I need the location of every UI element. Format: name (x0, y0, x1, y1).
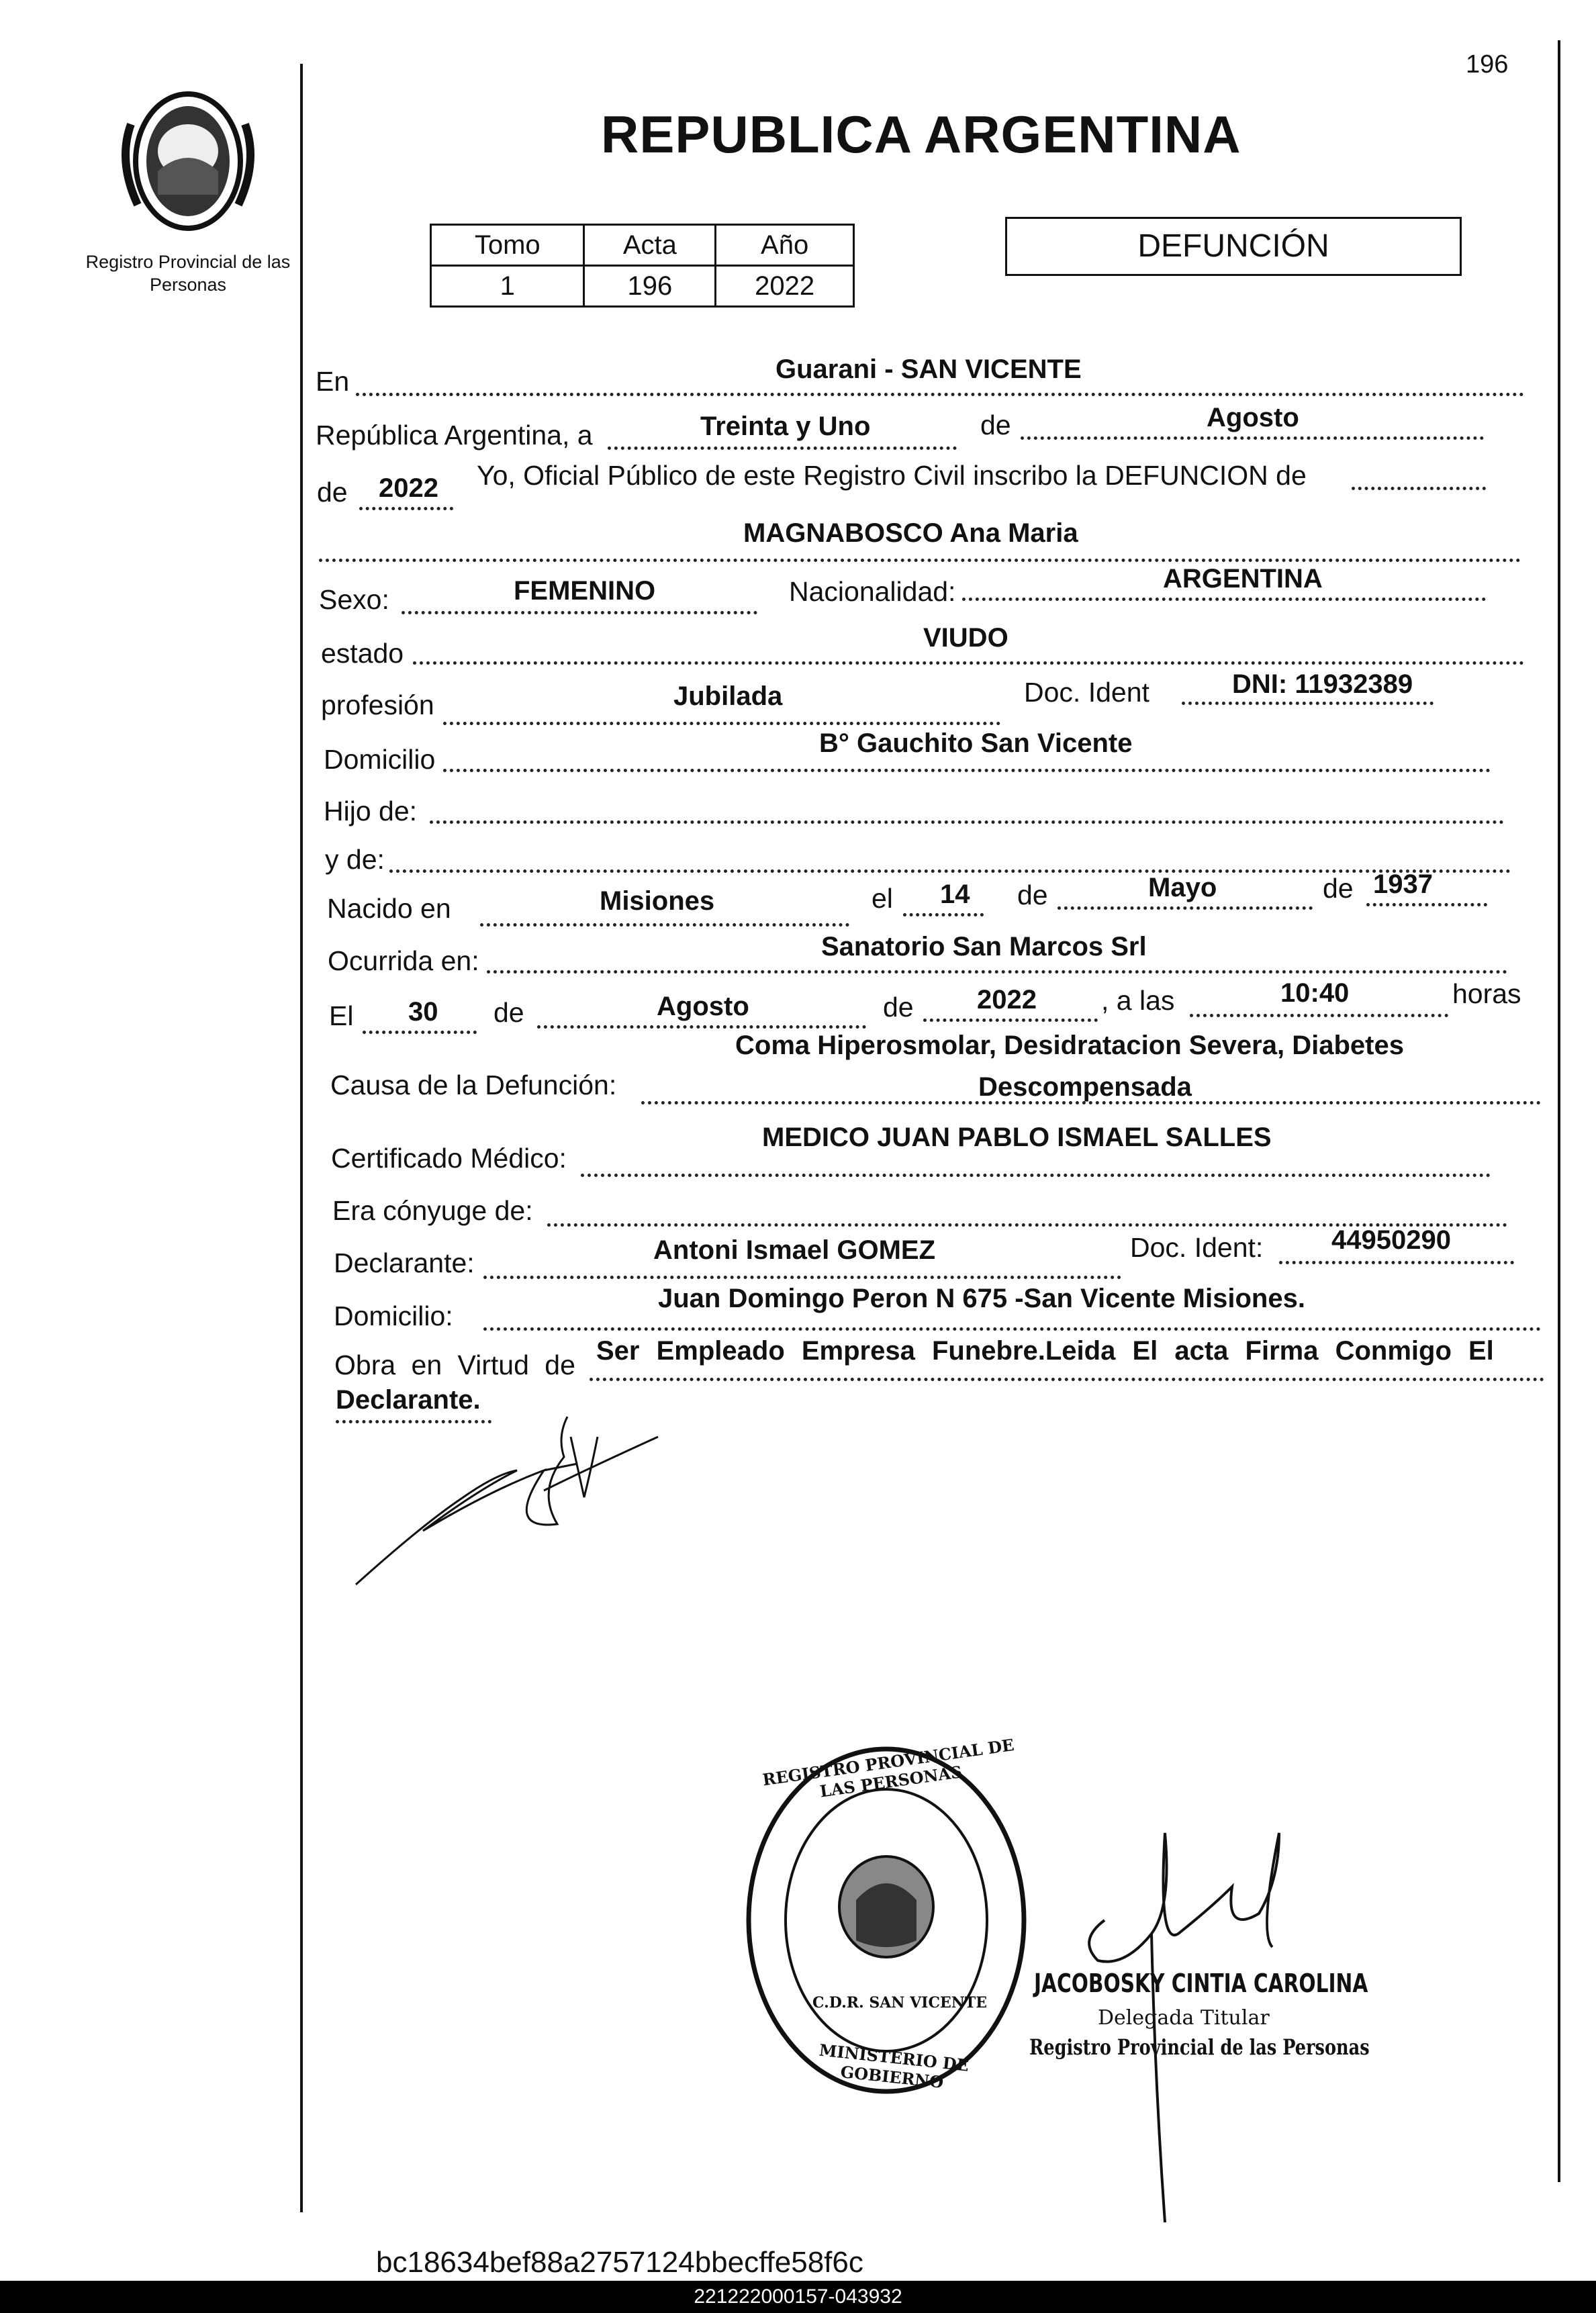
ocurrida-dotted-line (487, 970, 1507, 974)
def-hora-dotted-line (1190, 1014, 1448, 1017)
nacionalidad-dotted-line (962, 598, 1486, 601)
ocurrida-value: Sanatorio San Marcos Srl (821, 932, 1147, 961)
profesion-value: Jubilada (673, 681, 783, 711)
nacido-mes: Mayo (1148, 873, 1217, 902)
sexo-dotted-line (402, 611, 757, 614)
en-label: En (316, 366, 350, 397)
causa-line1: Coma Hiperosmolar, Desidratacion Severa, Diabetes (735, 1031, 1404, 1060)
el-label: el (872, 883, 893, 914)
profesion-label: profesión (321, 690, 434, 720)
domicilio-dotted-line (443, 769, 1491, 772)
def-hora: 10:40 (1280, 978, 1350, 1008)
official-name: JACOBOSKY CINTIA CAROLINA (1034, 1969, 1368, 1998)
table-cell-acta: 196 (584, 266, 716, 307)
domicilio-label: Domicilio (324, 744, 436, 775)
table-header-anio: Año (716, 225, 854, 266)
nacionalidad-label: Nacionalidad: (789, 576, 956, 607)
nacido-mes-dotted-line (1058, 906, 1313, 910)
declarante-value: Antoni Ismael GOMEZ (653, 1235, 936, 1265)
de-label-2: de (317, 477, 348, 508)
domicilio-value: B° Gauchito San Vicente (819, 728, 1133, 758)
doc-ident-label: Doc. Ident (1024, 677, 1149, 708)
obra-label: Obra en Virtud de (334, 1350, 575, 1380)
month-dotted-line (1021, 436, 1484, 440)
hijo-label: Hijo de: (324, 796, 418, 827)
en-value: Guarani - SAN VICENTE (776, 355, 1082, 384)
deceased-name: MAGNABOSCO Ana Maria (743, 518, 1078, 548)
inscribo-dotted-line (1352, 487, 1486, 490)
de-label-6: de (883, 992, 914, 1023)
domicilio2-value: Juan Domingo Peron N 675 -San Vicente Misiones. (658, 1284, 1305, 1313)
estado-value: VIUDO (923, 623, 1008, 653)
horas-label: horas (1452, 978, 1521, 1009)
nacionalidad-value: ARGENTINA (1163, 564, 1323, 594)
nacido-lugar-dotted-line (480, 923, 849, 927)
footer-bar (0, 2281, 1596, 2313)
de-label-4: de (1323, 873, 1354, 904)
de-label-1: de (980, 410, 1011, 440)
y-de-label: y de: (325, 844, 385, 875)
doc-ident2-value: 44950290 (1331, 1225, 1451, 1255)
certificado-label: Certificado Médico: (331, 1143, 567, 1174)
conyuge-label: Era cónyuge de: (332, 1195, 533, 1226)
seal-bottom-text: MINISTERIO DE GOBIERNO (818, 2040, 970, 2092)
day-words: Treinta y Uno (700, 412, 871, 441)
inscribo-text: Yo, Oficial Público de este Registro Civil inscribo la DEFUNCION de (477, 460, 1307, 491)
ocurrida-label: Ocurrida en: (328, 945, 479, 976)
obra-dotted-line (590, 1378, 1544, 1381)
estado-label: estado (321, 638, 404, 669)
left-margin-rule (300, 64, 303, 2212)
year-dotted-line (359, 507, 453, 510)
right-margin-rule (1558, 40, 1560, 2182)
declarante-dotted-line (483, 1276, 1121, 1279)
profesion-dotted-line (443, 722, 1000, 725)
table-cell-anio: 2022 (716, 266, 854, 307)
causa-label: Causa de la Defunción: (330, 1070, 617, 1100)
certificado-value: MEDICO JUAN PABLO ISMAEL SALLES (762, 1123, 1272, 1152)
hijo-dotted-line (430, 820, 1504, 824)
day-dotted-line (608, 446, 957, 450)
estado-dotted-line (413, 661, 1524, 665)
certificado-dotted-line (581, 1174, 1491, 1177)
record-table (430, 224, 855, 308)
en-dotted-line (356, 393, 1524, 396)
page-title: REPUBLICA ARGENTINA (601, 105, 1241, 164)
def-anio: 2022 (977, 985, 1037, 1014)
doc-ident2-dotted-line (1279, 1261, 1514, 1264)
doc-ident-dotted-line (1182, 702, 1434, 705)
document-type-box (1005, 217, 1462, 276)
declarant-signature (342, 1397, 678, 1598)
nacido-label: Nacido en (327, 893, 451, 924)
nacido-lugar: Misiones (600, 886, 715, 916)
domicilio2-label: Domicilio: (334, 1301, 453, 1331)
de-label-5: de (494, 997, 524, 1028)
de-label-3: de (1017, 880, 1048, 910)
republica-label: República Argentina, a (316, 420, 593, 451)
year-value: 2022 (379, 473, 438, 503)
domicilio2-dotted-line (483, 1327, 1541, 1331)
nacido-dia-dotted-line (903, 913, 984, 916)
barcode-number: 221222000157-043932 (694, 2285, 902, 2308)
nacido-anio: 1937 (1373, 869, 1433, 899)
document-hash: bc18634bef88a2757124bbecffe58f6c (376, 2246, 863, 2279)
causa-line2: Descompensada (978, 1072, 1192, 1102)
a-las-label: , a las (1101, 985, 1175, 1016)
sexo-value: FEMENINO (514, 576, 656, 606)
def-mes: Agosto (657, 992, 749, 1021)
table-cell-tomo: 1 (431, 266, 584, 307)
nacido-anio-dotted-line (1366, 903, 1487, 906)
official-role: Delegada Titular (1098, 2006, 1270, 2030)
def-anio-dotted-line (923, 1019, 1098, 1022)
official-office: Registro Provincial de las Personas (1029, 2034, 1370, 2060)
seal-ring-text: REGISTRO PROVINCIAL DE LAS PERSONAS (761, 1734, 1016, 1801)
registry-name: Registro Provincial de las Personas (85, 252, 291, 295)
name-dotted-line (319, 559, 1521, 562)
table-header-tomo: Tomo (431, 225, 584, 266)
province-logo (111, 84, 265, 235)
obra-value: Ser Empleado Empresa Funebre.Leida El acta Firma Conmigo El (596, 1336, 1494, 1366)
def-mes-dotted-line (537, 1025, 866, 1029)
table-header-acta: Acta (584, 225, 716, 266)
el-label-2: El (329, 1000, 354, 1031)
document-type: DEFUNCIÓN (1137, 228, 1329, 264)
month-value: Agosto (1207, 403, 1299, 432)
sexo-label: Sexo: (319, 584, 389, 615)
nacido-dia: 14 (940, 880, 970, 909)
def-dia: 30 (408, 997, 438, 1027)
doc-ident2-label: Doc. Ident: (1130, 1232, 1264, 1263)
seal-inner-text: C.D.R. SAN VICENTE (812, 1994, 987, 2012)
obra-value-2: Declarante. (336, 1385, 481, 1415)
doc-ident-value: DNI: 11932389 (1232, 669, 1413, 699)
page-number: 196 (1466, 50, 1509, 79)
def-dia-dotted-line (363, 1031, 477, 1034)
declarante-label: Declarante: (334, 1247, 475, 1278)
